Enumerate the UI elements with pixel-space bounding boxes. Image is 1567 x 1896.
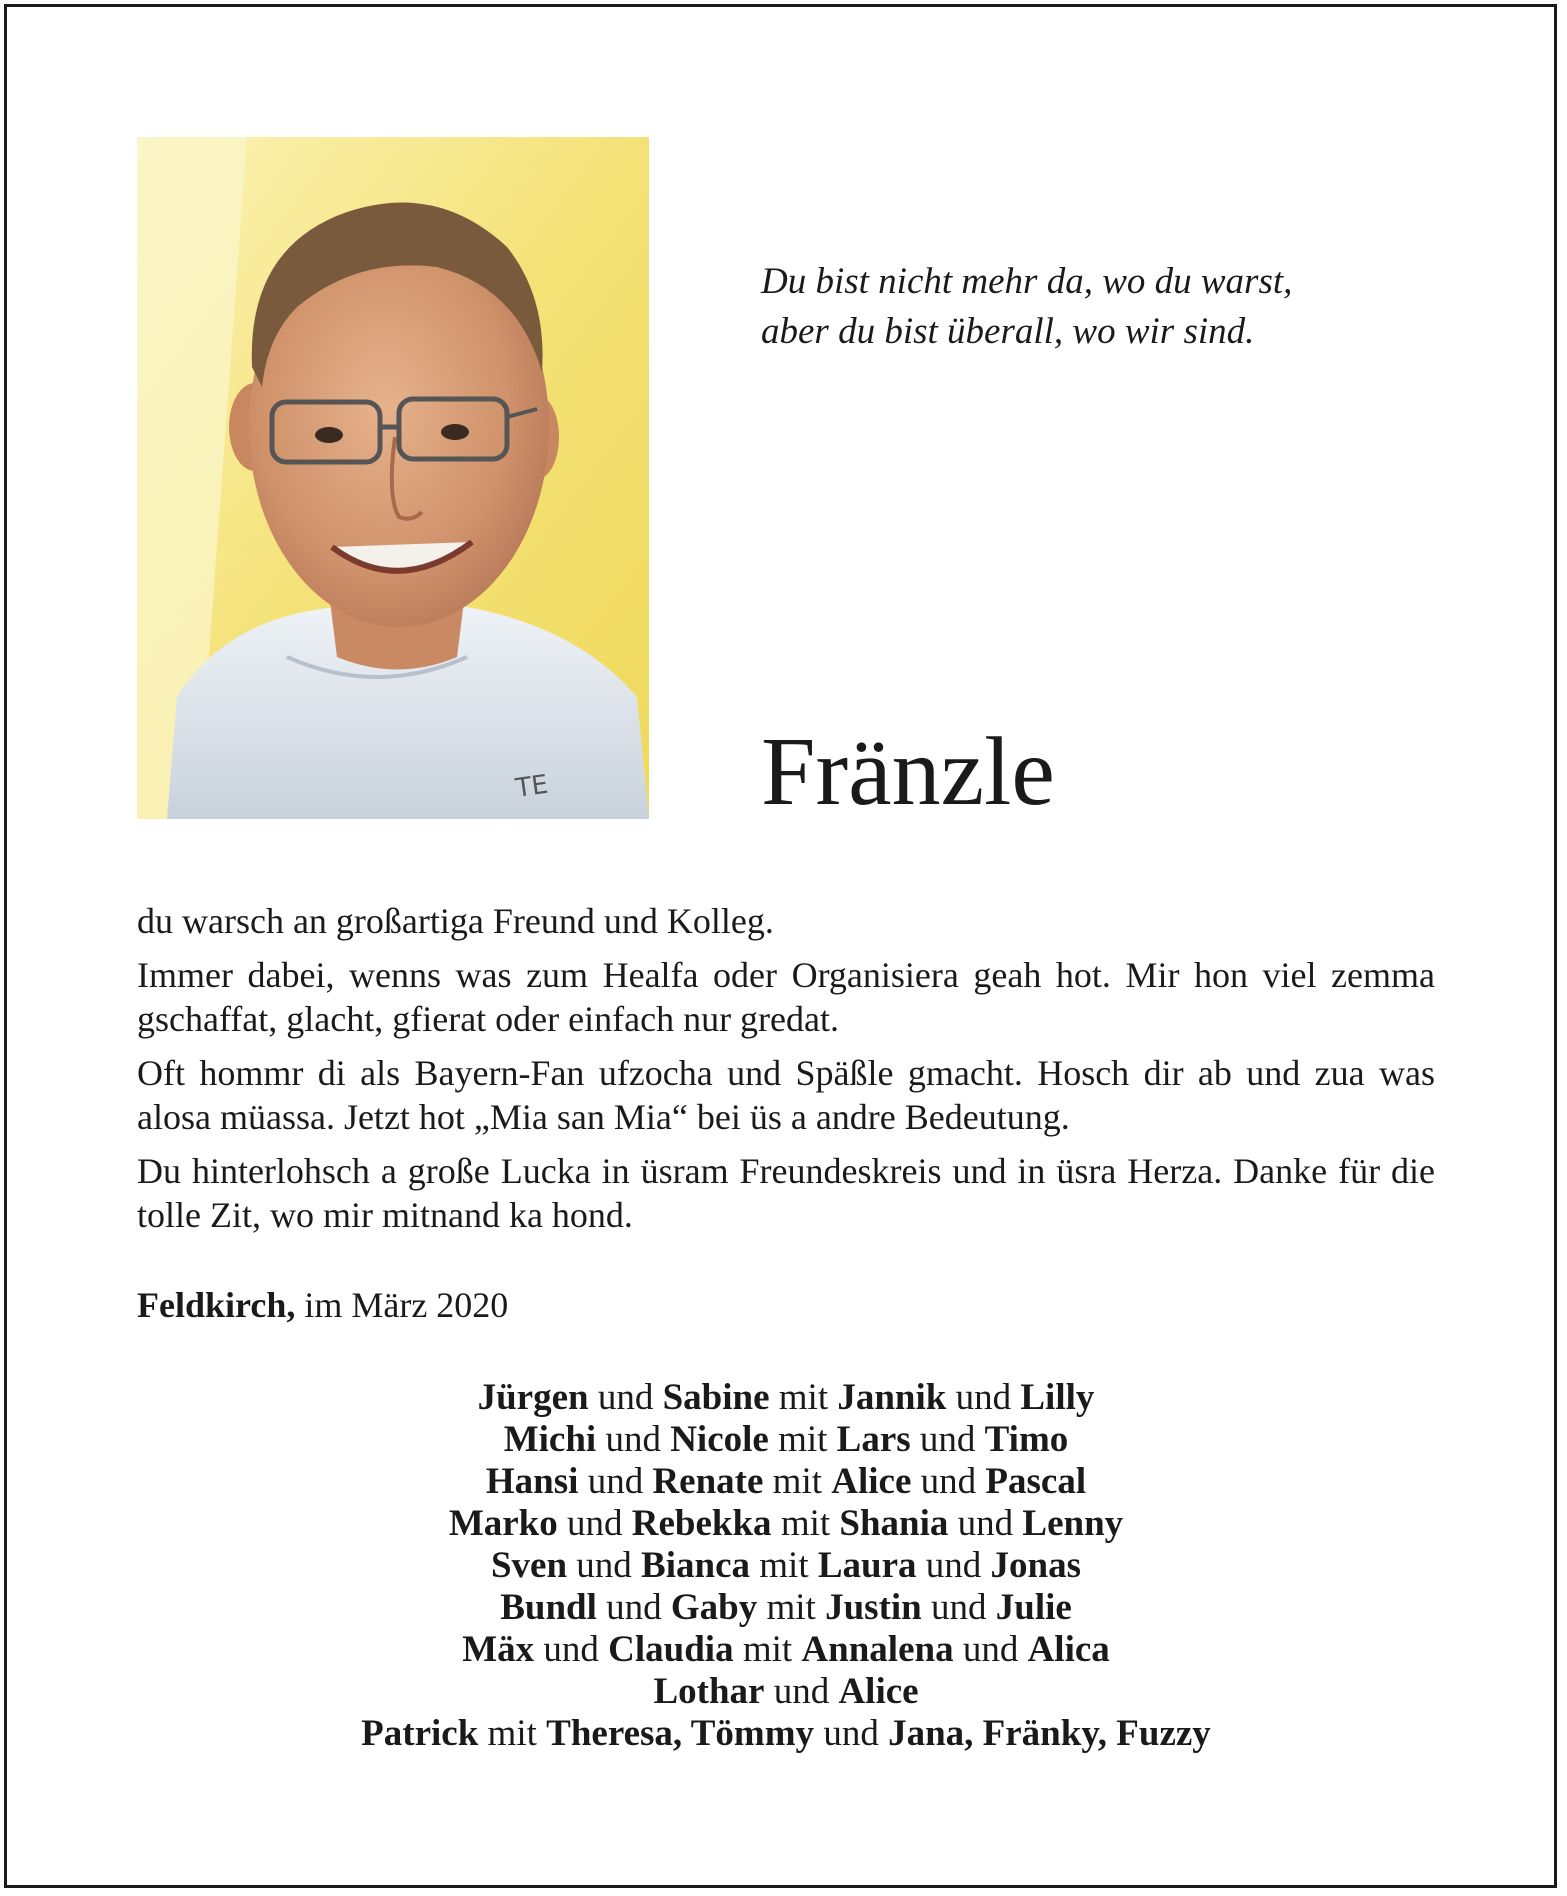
connector: mit xyxy=(778,1419,828,1460)
mourner-name: Pascal xyxy=(985,1461,1087,1502)
connector: und xyxy=(955,1377,1012,1418)
mourner-row xyxy=(137,1377,1435,1419)
mourner-name: Lars xyxy=(836,1419,911,1460)
mourner-name: Lenny xyxy=(1022,1503,1124,1544)
mourner-row xyxy=(137,1671,1435,1713)
mourner-name: Sabine xyxy=(662,1377,770,1418)
obituary-text xyxy=(137,899,1435,1247)
mourner-name: Claudia xyxy=(608,1629,734,1670)
mourner-row xyxy=(137,1419,1435,1461)
place-date: im März 2020 xyxy=(304,1285,509,1325)
connector: mit xyxy=(759,1545,809,1586)
connector: und xyxy=(605,1419,661,1460)
mourner-name: Bianca xyxy=(641,1545,751,1586)
mourner-name: Alice xyxy=(838,1671,919,1712)
mourner-name: Lilly xyxy=(1020,1377,1095,1418)
mourner-name: Justin xyxy=(825,1587,922,1628)
mourner-name: Jannik xyxy=(837,1377,947,1418)
connector: und xyxy=(962,1629,1019,1670)
connector: mit xyxy=(772,1461,823,1502)
quote-line-1: Du bist nicht mehr da, wo du warst, xyxy=(761,261,1293,302)
connector: und xyxy=(957,1503,1014,1544)
mourner-row xyxy=(137,1587,1435,1629)
mourner-name: Nicole xyxy=(670,1419,769,1460)
mourner-name: Michi xyxy=(503,1419,597,1460)
connector: und xyxy=(587,1461,644,1502)
connector: mit xyxy=(487,1713,537,1754)
mourner-name: Hansi xyxy=(485,1461,579,1502)
mourner-name: Julie xyxy=(995,1587,1072,1628)
mourner-name: Shania xyxy=(839,1503,949,1544)
connector: und xyxy=(773,1671,830,1712)
connector: und xyxy=(567,1503,623,1544)
connector: mit xyxy=(780,1503,831,1544)
paragraph-3: Oft hommr di als Bayern-Fan ufzocha und Späßle gmacht. Hosch dir ab und zua was alosa müassa. Jetzt hot „Mia san Mia“ bei üs a andre Bedeutung. xyxy=(137,1053,1435,1137)
mourner-name: Laura xyxy=(817,1545,917,1586)
mourner-name: Patrick xyxy=(361,1713,479,1754)
paragraph-1: du warsch an großartiga Freund und Kolleg. xyxy=(137,901,774,941)
mourner-row xyxy=(137,1461,1435,1503)
mourner-name: Jürgen xyxy=(477,1377,589,1418)
mourner-row xyxy=(137,1713,1435,1755)
page-frame xyxy=(4,4,1557,1888)
mourner-name: Rebekka xyxy=(631,1503,772,1544)
place-city: Feldkirch, xyxy=(137,1285,296,1325)
mourner-name: Alice xyxy=(831,1461,912,1502)
paragraph-2: Immer dabei, wenns was zum Healfa oder Organisiera geah hot. Mir hon viel zemma gschaffat, glacht, gfierat oder einfach nur gredat. xyxy=(137,955,1435,1039)
connector: mit xyxy=(742,1629,793,1670)
quote-line-2: aber du bist überall, wo wir sind. xyxy=(761,311,1255,352)
connector: mit xyxy=(778,1377,829,1418)
mourner-name: Annalena xyxy=(801,1629,954,1670)
place-and-date xyxy=(137,1283,508,1327)
connector: und xyxy=(919,1419,976,1460)
connector: mit xyxy=(766,1587,816,1628)
memorial-quote xyxy=(761,257,1401,357)
mourner-name: Jana, Fränky, Fuzzy xyxy=(888,1713,1211,1754)
mourner-name: Sven xyxy=(490,1545,568,1586)
connector: und xyxy=(543,1629,599,1670)
mourner-name: Gaby xyxy=(670,1587,758,1628)
deceased-name: Fränzle xyxy=(761,718,1055,826)
connector: und xyxy=(597,1377,654,1418)
mourner-name: Marko xyxy=(448,1503,558,1544)
mourner-name: Lothar xyxy=(653,1671,765,1712)
mourner-name: Alica xyxy=(1027,1629,1110,1670)
mourners-list xyxy=(137,1377,1435,1755)
mourner-row xyxy=(137,1629,1435,1671)
portrait-photo xyxy=(137,137,649,819)
mourner-name: Bundl xyxy=(500,1587,597,1628)
mourner-row xyxy=(137,1545,1435,1587)
connector: und xyxy=(925,1545,982,1586)
connector: und xyxy=(606,1587,662,1628)
mourner-name: Renate xyxy=(652,1461,764,1502)
connector: und xyxy=(920,1461,977,1502)
connector: und xyxy=(931,1587,987,1628)
mourner-name: Timo xyxy=(984,1419,1069,1460)
mourner-name: Theresa, Tömmy xyxy=(546,1713,815,1754)
mourner-name: Mäx xyxy=(462,1629,535,1670)
mourner-name: Jonas xyxy=(990,1545,1082,1586)
svg-text:TE: TE xyxy=(513,769,550,804)
paragraph-4: Du hinterlohsch a große Lucka in üsram Freundeskreis und in üsra Herza. Danke für die tolle Zit, wo mir mitnand ka hond. xyxy=(137,1151,1435,1235)
mourner-row xyxy=(137,1503,1435,1545)
connector: und xyxy=(823,1713,879,1754)
connector: und xyxy=(576,1545,632,1586)
